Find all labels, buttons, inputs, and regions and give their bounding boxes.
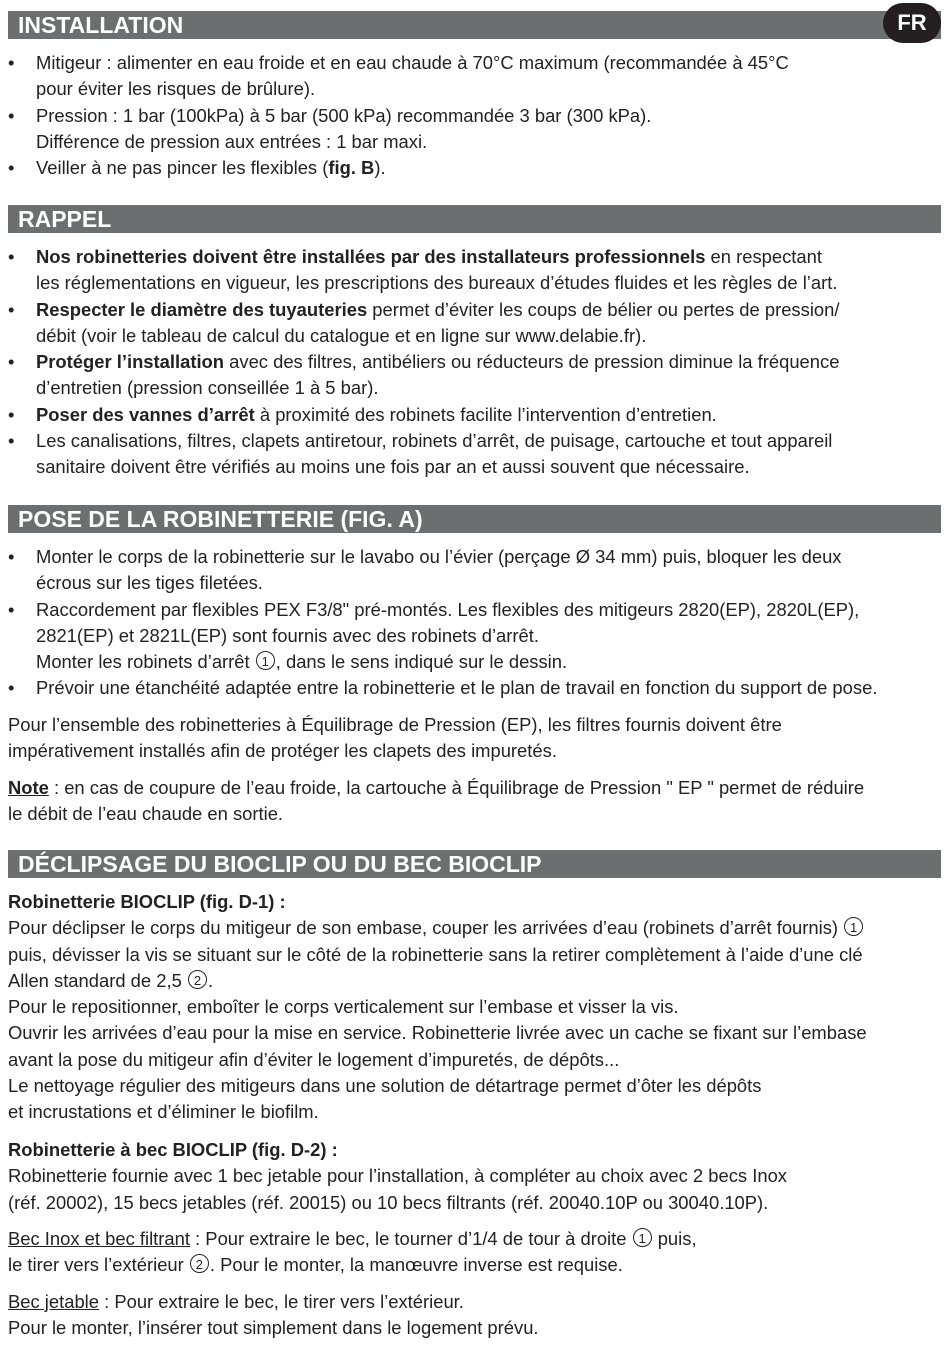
text-line: Robinetterie fournie avec 1 bec jetable pour l’installation, à compléter au choix avec 2 becs Inox: [8, 1165, 787, 1187]
text-line: et incrustations et d’éliminer le biofilm.: [8, 1101, 319, 1123]
text-line: • Les canalisations, filtres, clapets antiretour, robinets d’arrêt, de puisage, cartouche et tout appareil: [36, 430, 833, 452]
text-line: Pour le monter, l’insérer tout simplement dans le logement prévu.: [8, 1317, 539, 1339]
text-line: [36, 155, 942, 181]
text-line: Pour le repositionner, emboîter le corps verticalement sur l’embase et visser la vis.: [8, 996, 679, 1018]
figure-reference: fig. B: [328, 157, 375, 179]
circled-number: 1: [256, 651, 275, 670]
note-label: Note: [8, 777, 49, 798]
text-line: [36, 402, 942, 428]
text-line: [36, 349, 942, 375]
text-line: les réglementations en vigueur, les prescriptions des bureaux d’études fluides et les règles de l’art.: [36, 272, 838, 294]
underlined-label: Bec Inox et bec filtrant: [8, 1228, 190, 1249]
text-line: [8, 1289, 942, 1315]
text-line: pour éviter les risques de brûlure).: [36, 78, 316, 100]
text-span: Pour déclipser le corps du mitigeur de son embase, couper les arrivées d’eau (robinets d’arrêt fournis): [8, 917, 844, 939]
list-item: [8, 544, 942, 597]
text-line: [36, 649, 942, 675]
text-line: le débit de l’eau chaude en sortie.: [8, 803, 284, 825]
list-item: [8, 50, 942, 103]
text-line: avant la pose du mitigeur afin d’éviter le logement d’impuretés, de dépôts...: [8, 1048, 620, 1070]
text-line: écrous sur les tiges filetées.: [36, 572, 263, 594]
text-line: Pour l’ensemble des robinetteries à Équilibrage de Pression (EP), les filtres fournis doivent être: [8, 714, 782, 735]
installation-list: [8, 50, 942, 181]
section-header-declipsage: [8, 850, 941, 878]
pose-list: [8, 544, 942, 702]
bold-text: Protéger l’installation: [36, 351, 225, 373]
text-line: • Prévoir une étanchéité adaptée entre la robinetterie et le plan de travail en fonction du support de pose.: [36, 677, 878, 699]
bec-inox-paragraph: [8, 1226, 942, 1279]
text-span: puis,: [652, 1228, 697, 1249]
text-span: , dans le sens indiqué sur le dessin.: [275, 651, 568, 673]
circled-number: 2: [188, 970, 207, 989]
list-item: [8, 675, 942, 701]
text-line: [8, 1226, 942, 1252]
text-line: [8, 775, 942, 801]
text-span: : en cas de coupure de l’eau froide, la cartouche à Équilibrage de Pression " EP " permet de réduire: [48, 777, 865, 798]
bec-bioclip-section: [8, 1137, 942, 1216]
section-header-pose: [8, 505, 941, 533]
text-span: ).: [374, 157, 386, 179]
section-title: INSTALLATION: [18, 12, 184, 38]
text-span: : Pour extraire le bec, le tourner d’1/4 de tour à droite: [189, 1228, 632, 1249]
text-line: impérativement installés afin de protéger les clapets des impuretés.: [8, 740, 557, 762]
bold-text: Respecter le diamètre des tuyauteries: [36, 298, 368, 320]
text-span: . Pour le monter, la manœuvre inverse est requise.: [209, 1254, 623, 1276]
text-span: Monter les robinets d’arrêt: [36, 651, 255, 673]
underlined-label: Bec jetable: [8, 1291, 99, 1312]
text-line: • Mitigeur : alimenter en eau froide et en eau chaude à 70°C maximum (recommandée à 45°C: [36, 52, 789, 73]
text-line: • Monter le corps de la robinetterie sur le lavabo ou l’évier (perçage Ø 34 mm) puis, bloquer les deux: [36, 546, 842, 567]
text-span: : Pour extraire le bec, le tirer vers l’extérieur.: [99, 1291, 464, 1312]
text-span: en respectant: [705, 246, 822, 267]
text-line: • Raccordement par flexibles PEX F3/8" pré-montés. Les flexibles des mitigeurs 2820(EP), 2820L(EP),: [36, 598, 860, 620]
circled-number: 1: [633, 1228, 652, 1247]
text-span: Allen standard de 2,5: [8, 969, 187, 991]
text-span: le tirer vers l’extérieur: [8, 1254, 189, 1276]
text-line: [8, 1252, 942, 1278]
text-span: permet d’éviter les coups de bélier ou pertes de pression/: [367, 298, 840, 320]
list-item: [8, 597, 942, 676]
language-badge: FR: [883, 3, 941, 43]
pose-note: [8, 775, 942, 828]
list-item: [8, 428, 942, 481]
list-item: [8, 349, 942, 402]
bec-jetable-paragraph: [8, 1289, 942, 1342]
section-header-installation: [8, 11, 941, 39]
bioclip-section: [8, 889, 942, 1126]
text-line: (réf. 20002), 15 becs jetables (réf. 20015) ou 10 becs filtrants (réf. 20040.10P ou 30040.10P).: [8, 1191, 769, 1213]
bold-text: Nos robinetteries doivent être installées par des installateurs professionnels: [36, 246, 706, 267]
section-header-rappel: [8, 205, 941, 233]
subsection-title: Robinetterie BIOCLIP (fig. D-1) :: [8, 891, 286, 912]
subsection-title: Robinetterie à bec BIOCLIP (fig. D-2) :: [8, 1139, 338, 1160]
list-item: [8, 297, 942, 350]
text-line: [8, 915, 942, 941]
text-line: Le nettoyage régulier des mitigeurs dans une solution de détartrage permet d’ôter les dépôts: [8, 1075, 762, 1097]
text-span: .: [207, 969, 214, 991]
text-line: puis, dévisser la vis se situant sur le côté de la robinetterie sans la retirer complètement à l’aide d’une clé: [8, 943, 863, 965]
text-line: 2821(EP) et 2821L(EP) sont fournis avec des robinets d’arrêt.: [36, 624, 539, 646]
list-item: [8, 155, 942, 181]
section-title: POSE DE LA ROBINETTERIE (FIG. A): [18, 506, 423, 532]
circled-number: 1: [844, 917, 863, 936]
rappel-list: [8, 244, 942, 481]
text-line: Différence de pression aux entrées : 1 bar maxi.: [36, 130, 428, 152]
list-item: [8, 244, 942, 297]
text-line: [36, 244, 942, 270]
section-title: RAPPEL: [18, 206, 112, 232]
text-span: avec des filtres, antibéliers ou réducteurs de pression diminue la fréquence: [224, 351, 840, 373]
text-line: • Pression : 1 bar (100kPa) à 5 bar (500 kPa) recommandée 3 bar (300 kPa).: [36, 104, 652, 126]
text-line: [36, 297, 942, 323]
section-title: DÉCLIPSAGE DU BIOCLIP OU DU BEC BIOCLIP: [18, 851, 542, 877]
pose-paragraph: [8, 712, 942, 765]
text-line: Ouvrir les arrivées d’eau pour la mise en service. Robinetterie livrée avec un cache se fixant sur l’embase: [8, 1022, 867, 1044]
text-line: sanitaire doivent être vérifiés au moins une fois par an et aussi souvent que nécessaire.: [36, 456, 750, 478]
text-span: à proximité des robinets facilite l’intervention d’entretien.: [254, 403, 717, 425]
text-line: débit (voir le tableau de calcul du catalogue et en ligne sur www.delabie.fr).: [36, 324, 647, 346]
text-line: [8, 968, 942, 994]
circled-number: 2: [190, 1254, 209, 1273]
text-line: d’entretien (pression conseillée 1 à 5 bar).: [36, 377, 379, 399]
list-item: [8, 103, 942, 156]
list-item: [8, 402, 942, 428]
bold-text: Poser des vannes d’arrêt: [36, 403, 255, 425]
text-span: Veiller à ne pas pincer les flexibles (: [36, 157, 329, 179]
